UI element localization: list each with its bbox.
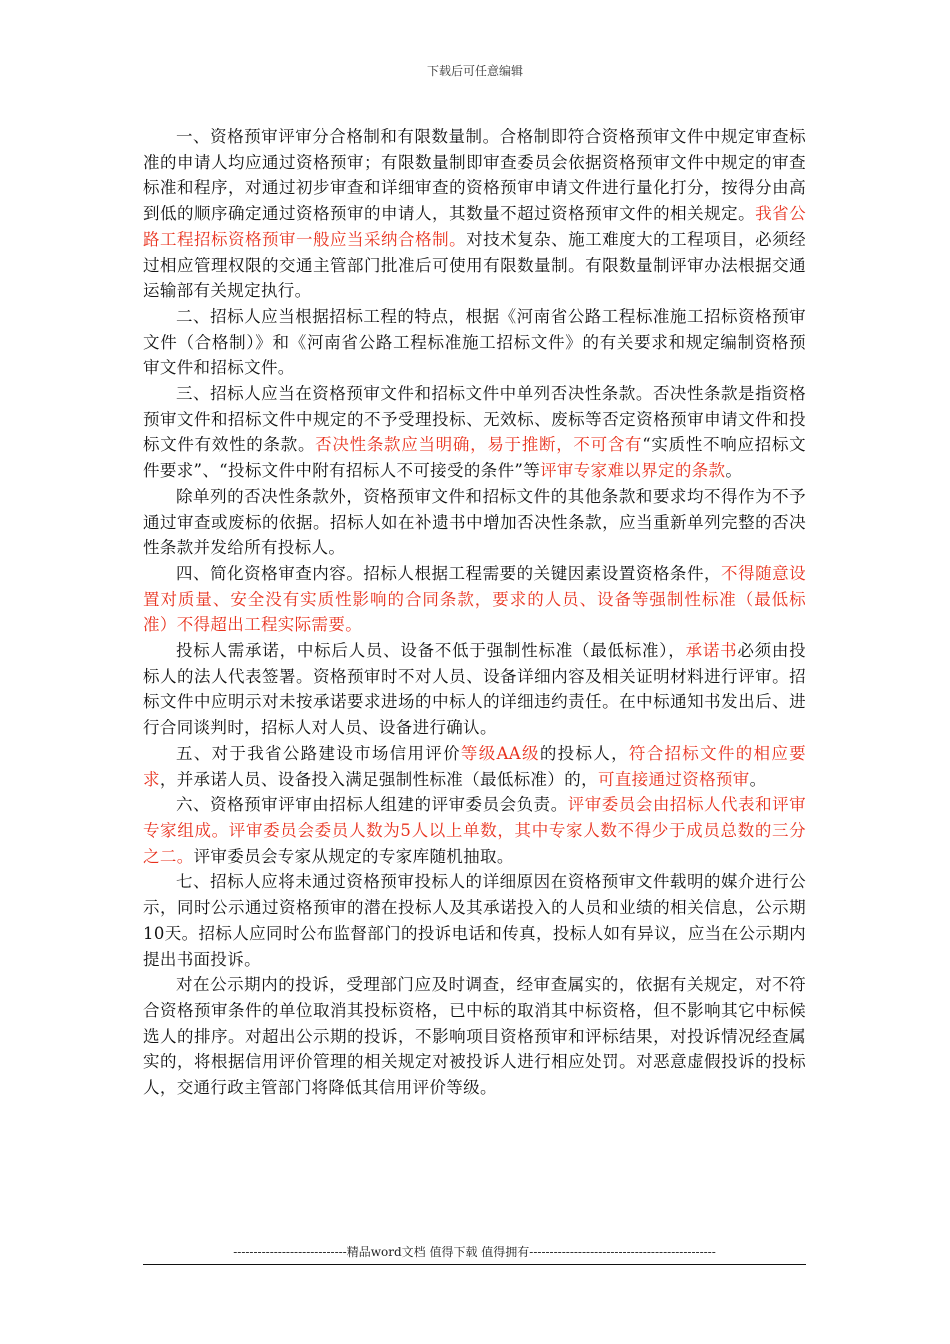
highlighted-text: 承诺书 bbox=[685, 641, 738, 661]
highlighted-text: 符合招标文件的相应要求 bbox=[143, 743, 807, 789]
paragraph-text: 除单列的否决性条款外，资格预审文件和招标文件的其他条款和要求均不得作为不予通过审查或废标的依据。招标人如在补遗书中增加否决性条款，应当重新单列完整的否决性条款并发给所有投标人。 bbox=[143, 486, 806, 558]
highlighted-text: 等级AA级 bbox=[460, 743, 540, 763]
paragraph-text: 七、招标人应将未通过资格预审投标人的详细原因在资格预审文件载明的媒介进行公示，同时公示通过资格预审的潜在投标人及其承诺投入的人员和业绩的相关信息，公示期10天。招标人应同时公布监督部门的投诉电话和传真，投标人如有异议，应当在公示期内提出书面投诉。 bbox=[143, 872, 806, 969]
paragraph bbox=[143, 869, 806, 972]
paragraph-text: 。 bbox=[749, 769, 767, 789]
highlighted-text: 可直接通过资格预审 bbox=[597, 769, 750, 789]
paragraph bbox=[143, 561, 806, 638]
highlighted-text: 评审专家难以界定的条款 bbox=[540, 461, 726, 481]
highlighted-text: 不得随意设置对质量、安全没有实质性影响的合同条款，要求的人员、设备等强制性标准（最低标准）不得超出工程实际需要。 bbox=[143, 563, 807, 635]
paragraph bbox=[143, 124, 806, 304]
paragraph-text: 二、招标人应当根据招标工程的特点，根据《河南省公路工程标准施工招标资格预审文件（合格制）》和《河南省公路工程标准施工招标文件》的有关要求和规定编制资格预审文件和招标文件。 bbox=[143, 306, 806, 378]
paragraph-text: 对技术复杂、施工难度大的工程项目，必须经过相应管理权限的交通主管部门批准后可使用有限数量制。有限数量制评审办法根据交通运输部有关规定执行。 bbox=[143, 229, 806, 301]
paragraph-text: 五、对于我省公路建设市场信用评价 bbox=[176, 743, 461, 763]
paragraph-text: 投标人需承诺，中标后人员、设备不低于强制性标准（最低标准）， bbox=[176, 641, 686, 661]
paragraph bbox=[143, 381, 806, 484]
document-body bbox=[143, 124, 806, 1101]
paragraph-text: 评审委员会专家从规定的专家库随机抽取。 bbox=[193, 846, 514, 866]
highlighted-text: 否决性条款应当明确，易于推断，不可含有 bbox=[315, 435, 643, 455]
paragraph bbox=[143, 741, 806, 792]
paragraph-text: 三、招标人应当在资格预审文件和招标文件中单列否决性条款。否决性条款是指资格预审文件和招标文件中规定的不予受理投标、无效标、废标等否定资格预审申请文件和投标文件有效性的条款。 bbox=[143, 384, 806, 455]
paragraph-text: 对在公示期内的投诉，受理部门应及时调查，经审查属实的，依据有关规定，对不符合资格预审条件的单位取消其投标资格，已中标的取消其中标资格，但不影响其它中标候选人的排序。对超出公示期的投诉，不影响项目资格预审和评标结果，对投诉情况经查属实的，将根据信用评价管理的相关规定对被投诉人进行相应处罚。对恶意虚假投诉的投标人，交通行政主管部门将降低其信用评价等级。 bbox=[143, 975, 806, 1098]
paragraph bbox=[143, 638, 806, 741]
paragraph bbox=[143, 972, 806, 1101]
paragraph-text: “实质性不响应招标文件要求”、“投标文件中附有招标人不可接受的条件”等 bbox=[143, 435, 807, 481]
paragraph bbox=[143, 484, 806, 561]
paragraph-text: 四、简化资格审查内容。招标人根据工程需要的关键因素设置资格条件， bbox=[176, 563, 722, 583]
highlighted-text: 我省公路工程招标资格预审一般应当采纳合格制。 bbox=[143, 204, 806, 249]
paragraph-text: 必须由投标人的法人代表签署。资格预审时不对人员、设备详细内容及相关证明材料进行评审。招标文件中应明示对未按承诺要求进场的中标人的详细违约责任。在中标通知书发出后、进行合同谈判时，招标人对人员、设备进行确认。 bbox=[143, 641, 807, 738]
paragraph bbox=[143, 304, 806, 381]
paragraph-text: 六、资格预审评审由招标人组建的评审委员会负责。 bbox=[176, 795, 568, 815]
paragraph-text: 的投标人， bbox=[539, 743, 629, 763]
highlighted-text: 评审委员会由招标人代表和评审专家组成。评审委员会委员人数为5人以上单数，其中专家人数不得少于成员总数的三分之二。 bbox=[143, 795, 806, 866]
page-header: 下载后可任意编辑 bbox=[426, 64, 523, 78]
paragraph-text: 一、资格预审评审分合格制和有限数量制。合格制即符合资格预审文件中规定审查标准的申请人均应通过资格预审；有限数量制即审查委员会依据资格预审文件中规定的审查标准和程序，对通过初步审查和详细审查的资格预审申请文件进行量化打分，按得分由高到低的顺序确定通过资格预审的申请人，其数量不超过资格预审文件的相关规定。 bbox=[143, 127, 806, 224]
page-footer: ----------------------------精品word文档 值得下载 值得拥有---------------------------------------------- bbox=[143, 1243, 806, 1265]
paragraph bbox=[143, 792, 806, 869]
paragraph-text: ，并承诺人员、设备投入满足强制性标准（最低标准）的， bbox=[159, 769, 598, 789]
paragraph-text: 。 bbox=[725, 461, 743, 481]
